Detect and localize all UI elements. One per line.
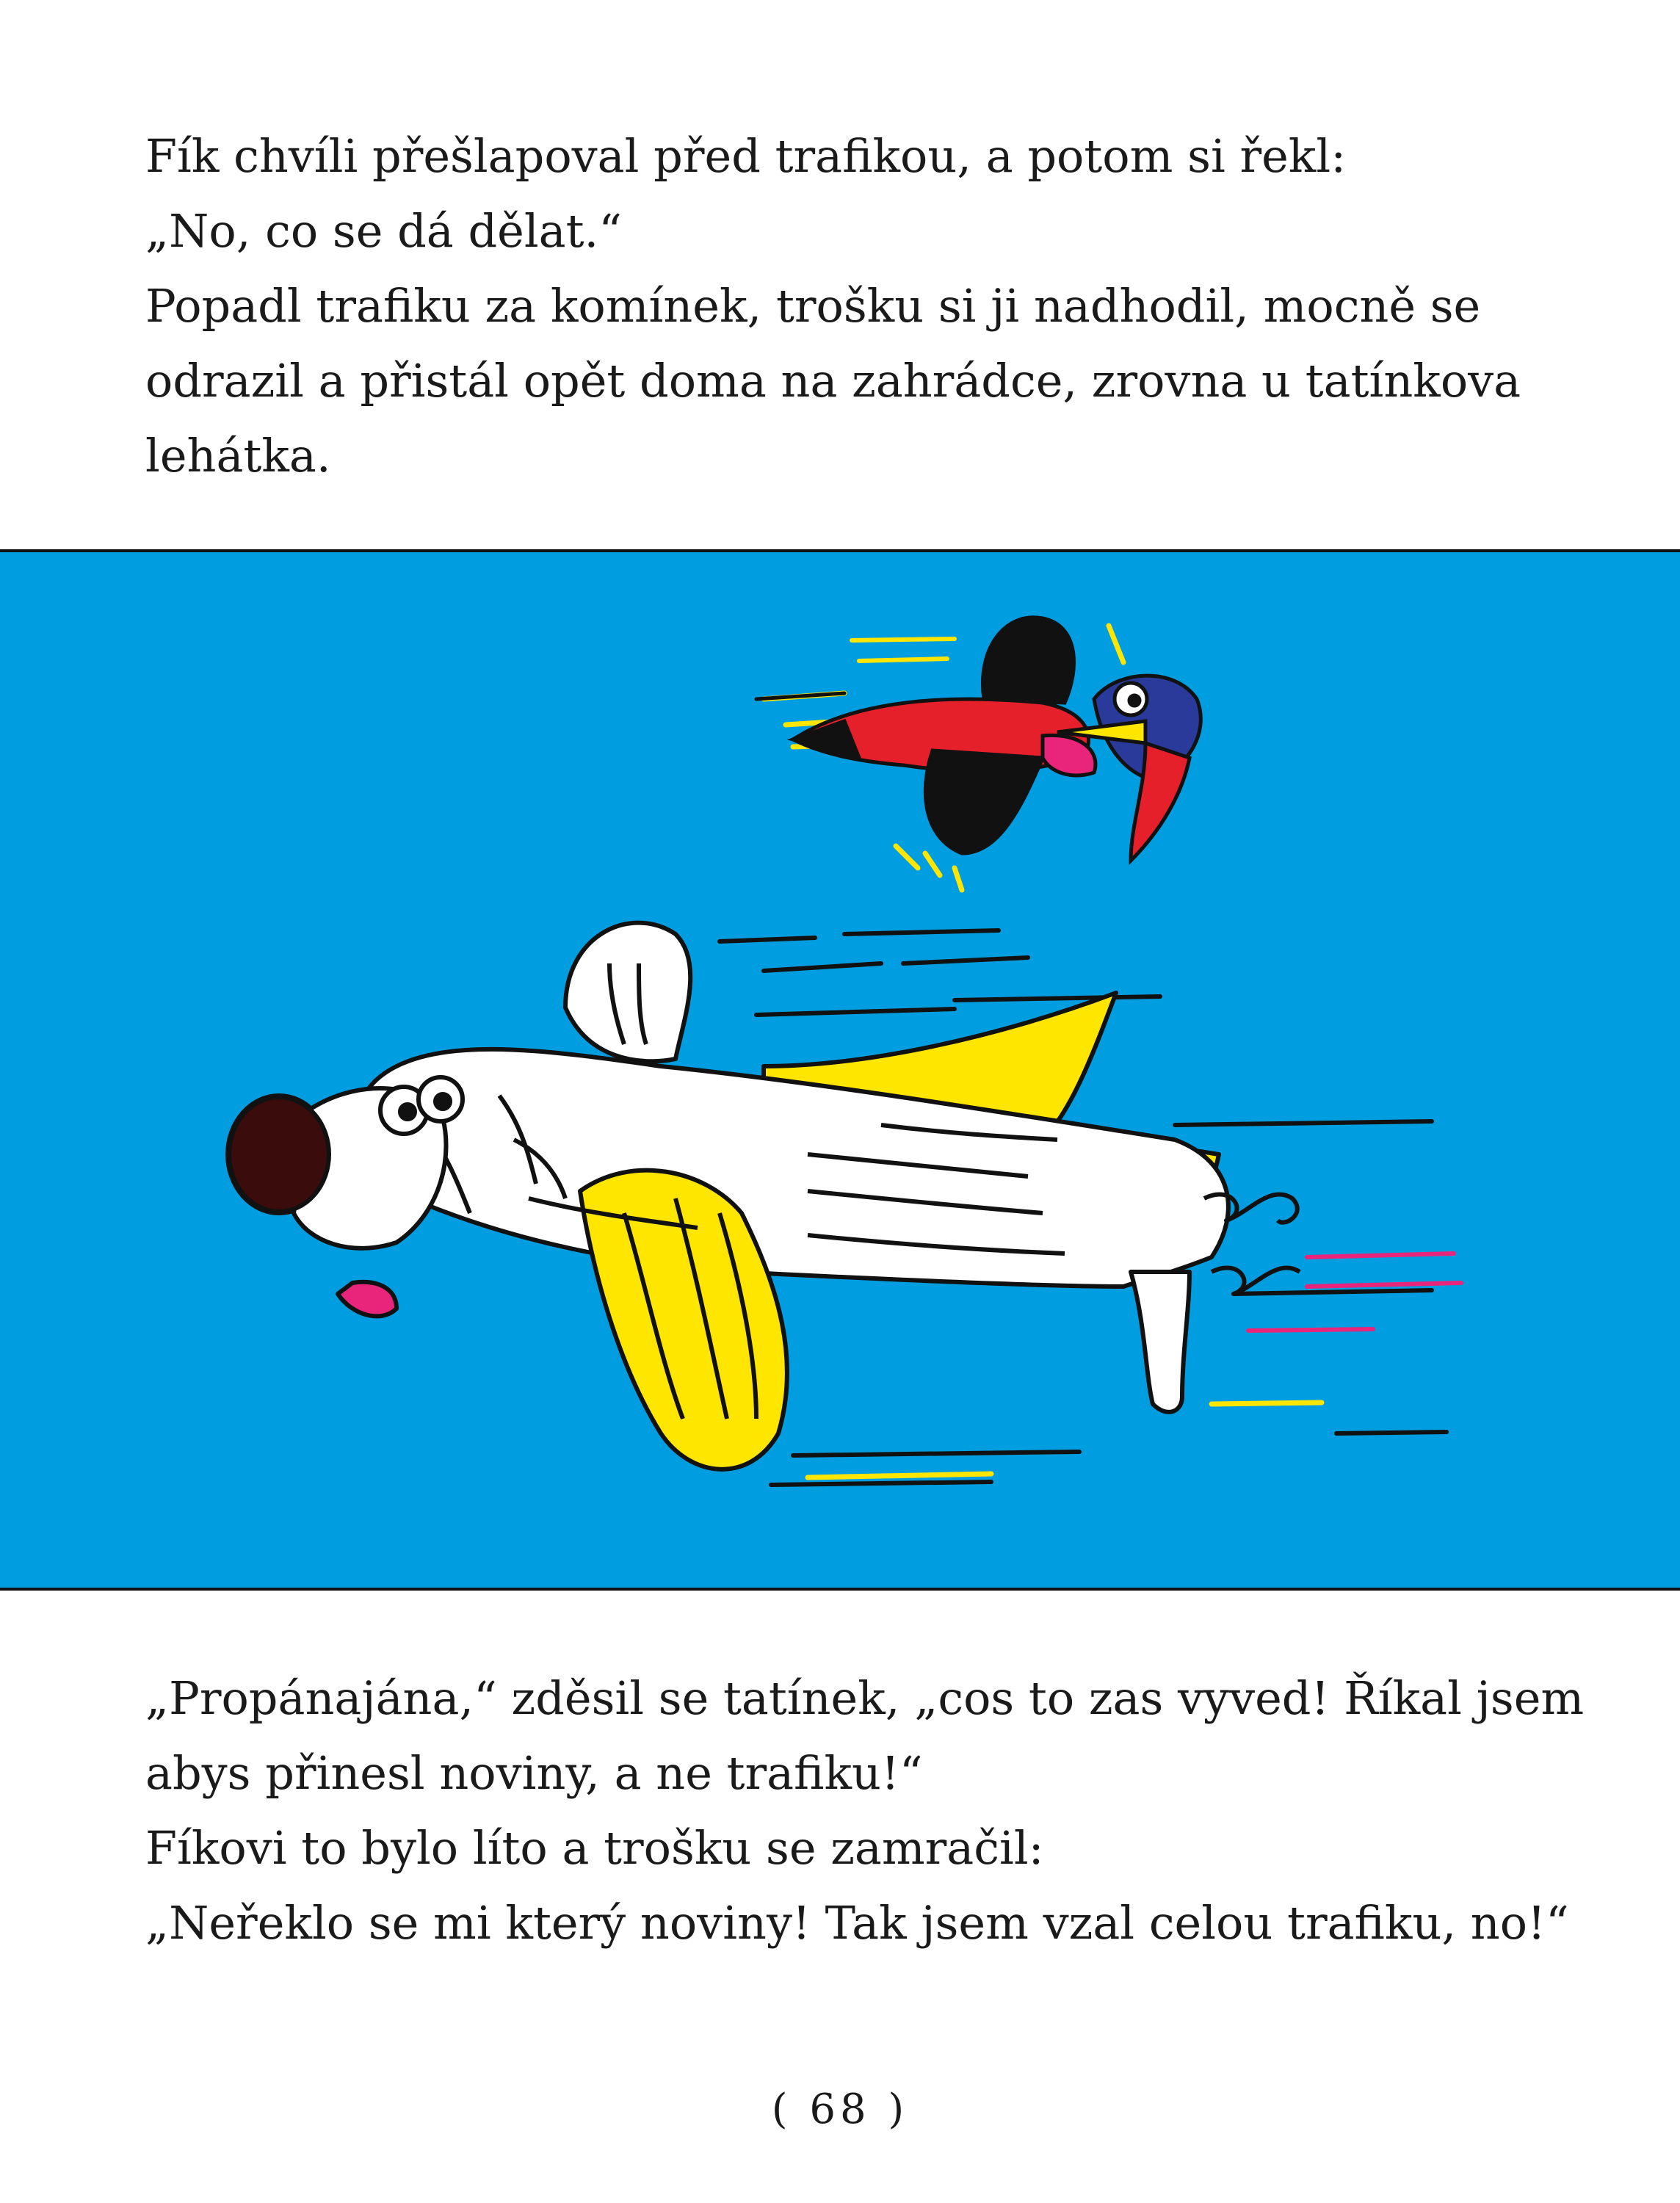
text-line: odrazil a přistál opět doma na zahrádce, zrovna u tatínkova (145, 354, 1521, 408)
page-number: ( 68 ) (771, 2086, 909, 2133)
bottom-paragraph (145, 1661, 1585, 1961)
illustration-svg (0, 552, 1680, 1588)
text-line: „No, co se dá dělat.“ (145, 204, 622, 258)
top-paragraph (145, 119, 1540, 493)
text-line: lehátka. (145, 429, 331, 482)
text-line: Popadl trafiku za komínek, trošku si ji nadhodil, mocně se (145, 279, 1481, 333)
illustration-panel (0, 549, 1680, 1591)
text-line: Fíkovi to bylo líto a trošku se zamračil: (145, 1821, 1044, 1875)
flying-bird-icon (756, 618, 1201, 890)
text-line: abys přinesl noviny, a ne trafiku!“ (145, 1746, 923, 1800)
text-line: „Propánajána,“ zděsil se tatínek, „cos to zas vyved! Říkal jsem (145, 1671, 1585, 1725)
text-line: „Neřeklo se mi který noviny! Tak jsem vzal celou trafiku, no!“ (145, 1896, 1569, 1950)
text-line: Fík chvíli přešlapoval před trafikou, a potom si řekl: (145, 129, 1347, 183)
flying-dog-icon (228, 923, 1300, 1469)
